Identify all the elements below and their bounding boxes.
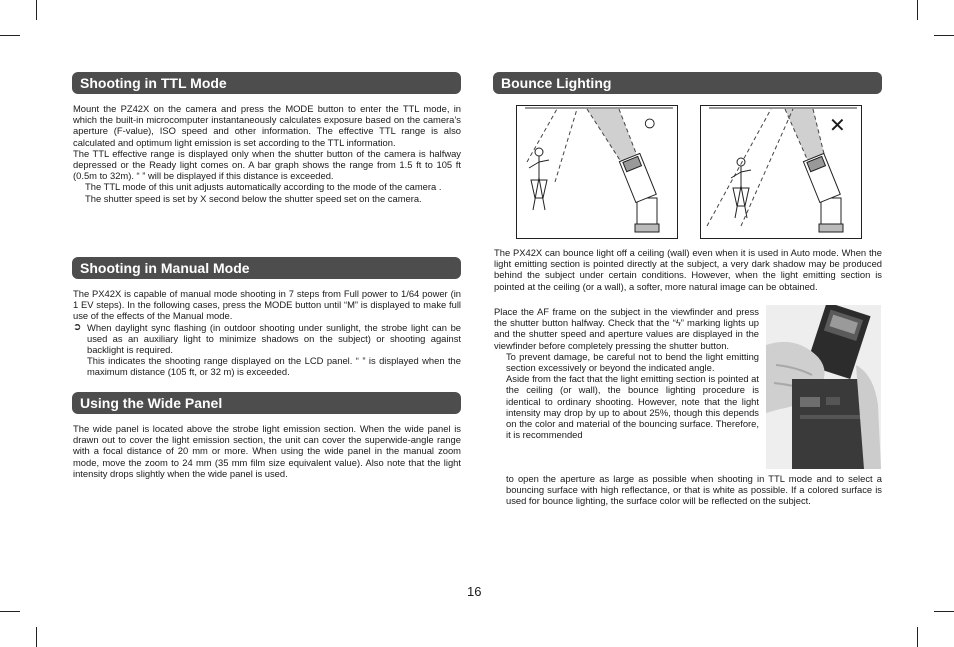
arrow-icon: ➲ bbox=[73, 321, 82, 333]
crop-mark bbox=[917, 0, 918, 20]
bounce-illustration-incorrect bbox=[700, 105, 862, 239]
crop-mark bbox=[0, 35, 20, 36]
ttl-paragraph-2: The TTL effective range is displayed only when the shutter button of the camera is halfway depressed or the Ready light comes on. A bar graph shows the range from 1.5 ft to 105 ft (0.5m to 32m). “ ” will be displayed if this distance is exceeded. bbox=[73, 147, 461, 182]
manual-paragraph-1: The PX42X is capable of manual mode shooting in 7 steps from Full power to 1/64 power (in 1 EV steps). In the following cases, press the MODE button until “M” is displayed to make full use of the effects of the Manual mode. bbox=[73, 288, 461, 322]
crop-mark bbox=[36, 627, 37, 647]
crop-mark bbox=[934, 611, 954, 612]
crop-mark bbox=[917, 627, 918, 647]
manual-section bbox=[73, 288, 461, 378]
page-number: 16 bbox=[467, 584, 482, 599]
bounce-note-2: Aside from the fact that the light emitting section is pointed at the ceiling (or wall), the bounce lighting procedure is identical to ordinary shooting. However, note that the light intensity may drop by up to about 25%, though this depends on the color and material of the bouncing surface. Therefore, it is recommended bbox=[506, 373, 759, 441]
correct-marker-icon: ○ bbox=[643, 110, 657, 135]
manual-paragraph-2: When daylight sync flashing (in outdoor shooting under sunlight, the strobe light can be used as an auxiliary light to minimize shadows on the subject) or shooting against backlight is required. bbox=[87, 321, 461, 356]
crop-mark bbox=[36, 0, 37, 20]
wide-heading: Using the Wide Panel bbox=[72, 392, 461, 414]
crop-mark bbox=[0, 611, 20, 612]
bounce-note-1: To prevent damage, be careful not to bend the light emitting section excessively or beyond the indicated angle. bbox=[506, 350, 759, 374]
manual-heading: Shooting in Manual Mode bbox=[72, 257, 461, 279]
bounce-paragraph-2: Place the AF frame on the subject in the viewfinder and press the shutter button halfway. Check that the “ϟ” marking lights up and the shutter speed and aperture values are displayed in the viewfinder before completely pressing the shutter button. bbox=[494, 306, 759, 351]
bounce-paragraph-1: The PX42X can bounce light off a ceiling (wall) even when it is used in Auto mode. When the light emitting section is pointed directly at the subject, a very dark shadow may be produced behind the subject under certain conditions. However, when the light emitting section is pointed at the ceiling (or a wall), a softer, more natural image can be obtained. bbox=[494, 247, 882, 292]
ttl-paragraph-1: Mount the PZ42X on the camera and press the MODE button to enter the TTL mode, in which the built-in microcomputer instantaneously calculates exposure based on the camera’s aperture (F-value), ISO speed and other information. The effective TTL range is also calculated and optimum light emission is set according to the TTL information. bbox=[73, 103, 461, 148]
ttl-section bbox=[73, 103, 461, 204]
bounce-note-2-continued: to open the aperture as large as possible when shooting in TTL mode and to select a bouncing surface with high reflectance, or that is white as possible. If a colored surface is used for bounce lighting, the surface color will be reflected on the subject. bbox=[506, 473, 882, 507]
incorrect-marker-icon: ✕ bbox=[829, 115, 846, 137]
ttl-note-1: The TTL mode of this unit adjusts automatically according to the mode of the camera . bbox=[85, 181, 442, 193]
flash-photo bbox=[766, 305, 881, 469]
wide-paragraph: The wide panel is located above the strobe light emission section. When the wide panel is drawn out to cover the light emission section, the unit can cover the superwide-angle range with a focal distance of 20 mm or more. When using the wide panel in the manual zoom mode, move the zoom to 24 mm (35 mm film size equivalent value). Also note that the light intensity drops slightly when the wide panel is used. bbox=[73, 423, 461, 479]
bounce-wrapped-text bbox=[494, 306, 759, 440]
flash-photo-image bbox=[766, 305, 881, 469]
crop-mark bbox=[934, 35, 954, 36]
bounce-illustration-correct bbox=[516, 105, 678, 239]
ttl-note-2: The shutter speed is set by X second below the shutter speed set on the camera. bbox=[85, 192, 422, 204]
manual-arrow-item bbox=[73, 322, 461, 356]
manual-paragraph-3: This indicates the shooting range displayed on the LCD panel. “ ” is displayed when the maximum distance (105 ft, or 32 m) is exceeded. bbox=[87, 355, 461, 378]
bounce-heading: Bounce Lighting bbox=[493, 72, 882, 94]
ttl-heading: Shooting in TTL Mode bbox=[72, 72, 461, 94]
